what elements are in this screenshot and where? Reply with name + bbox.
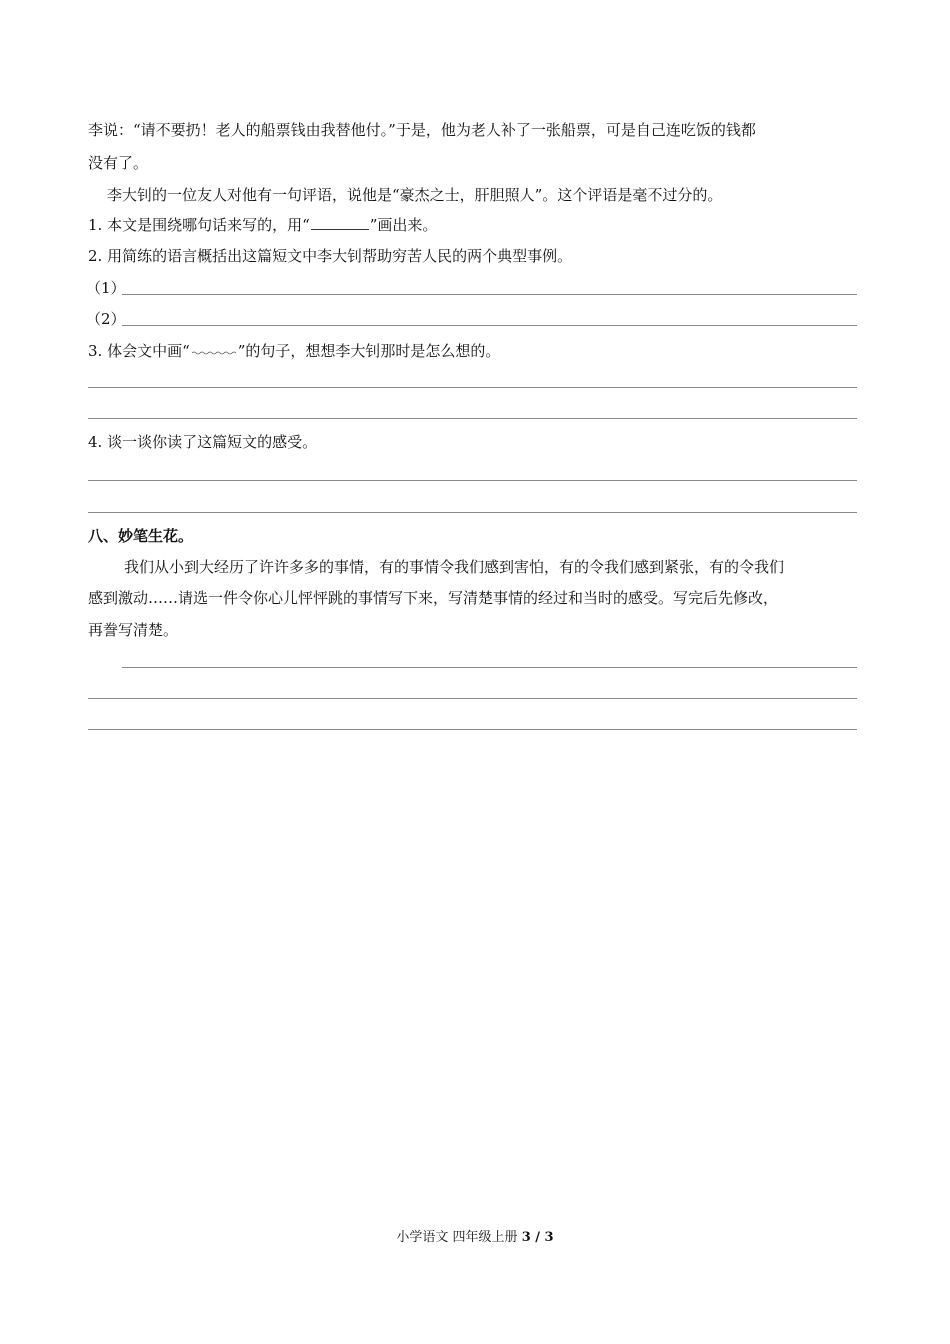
answer-line[interactable] <box>88 480 857 481</box>
question-4: 4. 谈一谈你读了这篇短文的感受。 <box>88 433 318 451</box>
answer-label-2: （2） <box>86 310 126 328</box>
section-heading: 八、妙笔生花。 <box>88 527 194 545</box>
straight-underline-sample <box>311 217 369 230</box>
passage-line: 李大钊的一位友人对他有一句评语，说他是“豪杰之士，肝胆照人”。这个评语是毫不过分的。 <box>107 186 723 204</box>
question-3 <box>88 341 500 361</box>
wavy-underline-sample <box>191 342 237 356</box>
question-2: 2. 用简练的语言概括出这篇短文中李大钊帮助穷苦人民的两个典型事例。 <box>88 247 573 265</box>
answer-line[interactable] <box>88 418 857 419</box>
question-3-text-end: ”的句子，想想李大钊那时是怎么想的。 <box>237 342 501 360</box>
question-1-text: 1. 本文是围绕哪句话来写的，用“ <box>88 216 310 234</box>
answer-line[interactable] <box>122 325 857 326</box>
footer-text: 小学语文 四年级上册 <box>396 1230 518 1245</box>
question-3-text: 3. 体会文中画“ <box>88 342 190 360</box>
page-number: 3 / 3 <box>521 1230 554 1245</box>
prompt-line: 感到激动……请选一件令你心儿怦怦跳的事情写下来，写清楚事情的经过和当时的感受。写完后先修改， <box>88 589 779 607</box>
prompt-line: 再誊写清楚。 <box>88 621 179 639</box>
writing-line[interactable] <box>88 698 857 699</box>
passage-line: 没有了。 <box>88 154 149 172</box>
answer-line[interactable] <box>88 387 857 388</box>
question-1 <box>88 215 437 235</box>
question-1-text-end: ”画出来。 <box>369 216 438 234</box>
prompt-line: 我们从小到大经历了许许多多的事情，有的事情令我们感到害怕，有的令我们感到紧张，有的令我们 <box>124 558 785 576</box>
answer-line[interactable] <box>122 294 857 295</box>
answer-line[interactable] <box>88 512 857 513</box>
page-footer <box>0 1226 950 1245</box>
writing-line[interactable] <box>88 729 857 730</box>
answer-label-1: （1） <box>86 279 126 297</box>
passage-line: 李说：“请不要扔！老人的船票钱由我替他付。”于是，他为老人补了一张船票，可是自己连吃饭的钱都 <box>88 121 756 139</box>
writing-line[interactable] <box>122 667 857 668</box>
